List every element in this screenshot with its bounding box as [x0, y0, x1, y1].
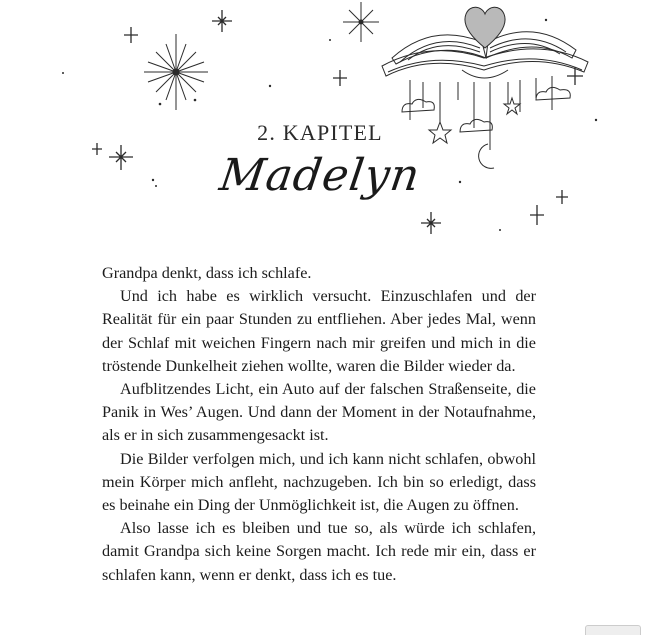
sparkle-star-icon — [144, 34, 208, 110]
paragraph: Grandpa denkt, dass ich schlafe. — [102, 264, 312, 282]
paragraph: Aufblitzendes Licht, ein Auto auf der falschen Straßenseite, die Panik in Wes’ Augen. Und dann der Moment in der Notaufnahme, als er in sich zusammengesackt ist. — [102, 380, 536, 445]
sparkle-star-icon — [343, 2, 379, 42]
cloud-icon — [402, 99, 434, 112]
heart-icon — [465, 7, 505, 48]
chapter-body — [102, 262, 536, 587]
chapter-title: Madelyn — [216, 150, 424, 201]
reader-corner-tab[interactable] — [585, 625, 641, 635]
paragraph: Und ich habe es wirklich versucht. Einzuschlafen und der Realität für ein paar Stunden zu entfliehen. Aber jedes Mal, wenn der Schlaf mit weichen Fingern nach mir greifen und mich in die tröstende Dunkelheit ziehen wollte, waren die Bilder wieder da. — [102, 287, 536, 375]
paragraph: Also lasse ich es bleiben und tue so, als würde ich schlafen, damit Grandpa sich keine Sorgen macht. Ich rede mir ein, dass er schlafen kann, wenn er denkt, dass ich es tue. — [102, 519, 536, 584]
cloud-icon — [460, 119, 492, 132]
cloud-icon — [536, 87, 570, 100]
chapter-number: 2. KAPITEL — [257, 120, 383, 145]
hanging-star-icon — [504, 98, 520, 114]
paragraph: Die Bilder verfolgen mich, und ich kann nicht schlafen, obwohl mein Körper mich anfleht, nachzugeben. Ich bin so erledigt, dass es beinahe ein Ding der Unmöglichkeit ist, die Augen zu öffnen. — [102, 449, 536, 515]
